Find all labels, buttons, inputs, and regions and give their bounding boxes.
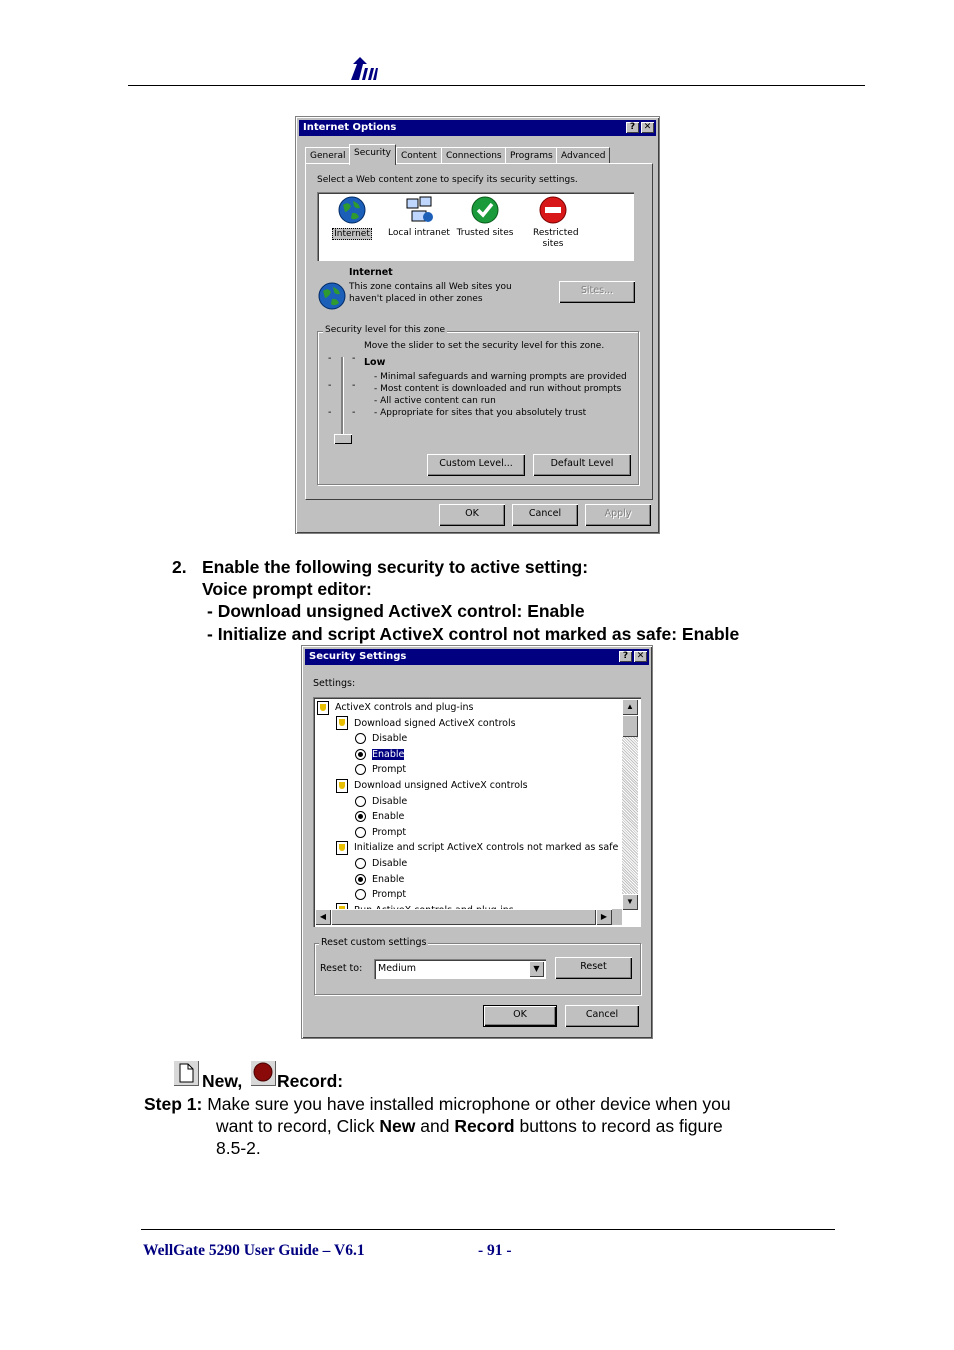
- radio-option[interactable]: [355, 825, 406, 840]
- settings-label: Settings:: [313, 678, 356, 689]
- radio-button-icon[interactable]: [355, 796, 366, 807]
- settings-row-label: Disable: [372, 795, 408, 807]
- radio-option[interactable]: [355, 747, 404, 762]
- reset-to-label: Reset to:: [320, 963, 363, 974]
- radio-option[interactable]: [355, 856, 407, 871]
- slider-thumb[interactable]: [334, 434, 352, 444]
- zone-label-local-intranet: Local intranet: [388, 228, 450, 238]
- settings-row-label: Enable: [372, 748, 405, 760]
- level-item-3: - All active content can run: [374, 396, 496, 406]
- slider-tick-right-3: -: [352, 407, 356, 418]
- zone-label-restricted-sites: Restricted sites: [533, 228, 579, 249]
- slider-tick-right-2: -: [352, 380, 356, 391]
- record-icon: [250, 1060, 276, 1086]
- scroll-right-arrow[interactable]: ▶: [596, 909, 612, 925]
- zone-description-line1: This zone contains all Web sites you: [349, 282, 512, 292]
- radio-button-icon[interactable]: [355, 749, 366, 760]
- internet-options-dialog: [295, 116, 660, 534]
- zone-prompt: Select a Web content zone to specify its security settings.: [317, 175, 578, 185]
- step1-label: Step 1:: [144, 1094, 203, 1114]
- settings-row-label: Download unsigned ActiveX controls: [354, 780, 528, 791]
- scroll-up-arrow[interactable]: ▲: [622, 699, 638, 715]
- dialog-title-bar: [299, 120, 656, 136]
- header-rule: [128, 85, 865, 86]
- footer-page-number: - 91 -: [478, 1242, 512, 1259]
- settings-row-label: Prompt: [372, 889, 407, 901]
- settings-category: [317, 700, 473, 715]
- vertical-scrollbar[interactable]: [622, 699, 638, 910]
- zone-restricted-sites[interactable]: [523, 195, 583, 250]
- tab-general[interactable]: General: [305, 147, 350, 164]
- settings-row-label: Disable: [372, 733, 408, 745]
- close-button[interactable]: ✕: [634, 651, 647, 662]
- help-button[interactable]: ?: [626, 122, 639, 133]
- radio-button-icon[interactable]: [355, 889, 366, 900]
- tab-security[interactable]: Security: [349, 144, 396, 165]
- radio-option[interactable]: [355, 872, 404, 887]
- settings-item: [336, 840, 618, 855]
- default-level-button[interactable]: Default Level: [533, 454, 631, 476]
- settings-row-label: Enable: [372, 873, 405, 885]
- new-document-icon: [173, 1060, 199, 1086]
- radio-button-icon[interactable]: [355, 764, 366, 775]
- step1-new-word: New: [379, 1116, 416, 1136]
- radio-button-icon[interactable]: [355, 811, 366, 822]
- zone-description-line2: haven't placed in other zones: [349, 294, 483, 304]
- settings-item: [336, 716, 516, 731]
- help-button[interactable]: ?: [619, 651, 632, 662]
- settings-row-label: Prompt: [372, 764, 407, 776]
- zone-local-intranet[interactable]: [383, 195, 455, 238]
- horizontal-scrollbar[interactable]: [315, 909, 622, 925]
- zone-list: [317, 192, 634, 261]
- tab-connections[interactable]: Connections: [441, 147, 507, 164]
- step1-line2: [216, 1116, 723, 1137]
- settings-row-label: Enable: [372, 811, 405, 823]
- zone-trusted-sites[interactable]: [453, 195, 517, 238]
- tab-programs[interactable]: Programs: [505, 147, 558, 164]
- reset-button[interactable]: Reset: [555, 957, 632, 979]
- slider-tick-left-2: -: [328, 380, 332, 391]
- settings-tree: [313, 697, 641, 927]
- shield-icon: [336, 841, 348, 855]
- radio-button-icon[interactable]: [355, 733, 366, 744]
- settings-row-label: ActiveX controls and plug-ins: [335, 702, 474, 713]
- tab-advanced[interactable]: Advanced: [556, 147, 610, 164]
- step1-text1: Make sure you have installed microphone or other device when you: [202, 1094, 731, 1114]
- radio-button-icon[interactable]: [355, 827, 366, 838]
- reset-to-select[interactable]: [374, 959, 546, 979]
- step1-text2c: buttons to record as figure: [514, 1116, 723, 1136]
- settings-row-label: Prompt: [372, 826, 407, 838]
- check-icon: [470, 195, 500, 225]
- settings-row-label: Disable: [372, 858, 408, 869]
- zone-label-trusted-sites: Trusted sites: [456, 228, 514, 238]
- slider-tick-left-3: -: [328, 407, 332, 418]
- custom-level-button[interactable]: Custom Level...: [427, 454, 525, 476]
- radio-button-icon[interactable]: [355, 858, 366, 869]
- settings-row-label: Initialize and script ActiveX controls not marked as safe: [354, 842, 619, 854]
- level-name: Low: [364, 357, 386, 368]
- security-slider[interactable]: [328, 355, 358, 447]
- scroll-thumb[interactable]: [622, 715, 638, 737]
- record-label: Record:: [277, 1071, 344, 1091]
- scroll-hthumb[interactable]: [331, 909, 596, 925]
- ok-button[interactable]: OK: [483, 1005, 557, 1027]
- step2-line4: - Initialize and script ActiveX control not marked as safe: Enable: [207, 624, 740, 644]
- scroll-down-arrow[interactable]: ▼: [622, 894, 638, 910]
- restricted-icon: [538, 195, 568, 225]
- tab-strip: [305, 147, 645, 163]
- zone-name: Internet: [349, 267, 393, 278]
- close-button[interactable]: ✕: [641, 122, 654, 133]
- radio-button-icon[interactable]: [355, 874, 366, 885]
- shield-icon: [336, 716, 348, 730]
- slider-tick-left-1: -: [328, 353, 332, 364]
- new-label: New,: [202, 1071, 243, 1091]
- settings-item: [336, 778, 528, 793]
- apply-button[interactable]: Apply: [585, 504, 651, 526]
- step1-record-word: Record: [454, 1116, 515, 1136]
- radio-option[interactable]: [355, 731, 407, 746]
- step1-line3: 8.5-2.: [216, 1138, 261, 1158]
- step2-line2: Voice prompt editor:: [202, 579, 372, 599]
- settings-row-label: Download signed ActiveX controls: [354, 717, 516, 729]
- radio-option[interactable]: [355, 887, 406, 902]
- reset-group-label: Reset custom settings: [321, 937, 427, 948]
- reset-to-value: Medium: [378, 963, 416, 974]
- chevron-down-icon[interactable]: ▼: [529, 961, 544, 977]
- dialog-title: Security Settings: [309, 651, 407, 662]
- radio-option[interactable]: [355, 762, 406, 777]
- company-logo: [349, 56, 379, 82]
- radio-option[interactable]: [355, 809, 404, 824]
- step1-text2b: and: [415, 1116, 455, 1136]
- security-settings-dialog: [301, 645, 653, 1039]
- footer-guide-title: WellGate 5290 User Guide – V6.1: [143, 1242, 365, 1259]
- security-level-group-label: Security level for this zone: [325, 325, 446, 335]
- slider-hint: Move the slider to set the security level for this zone.: [364, 341, 605, 351]
- step1-line1: [144, 1094, 731, 1115]
- sites-button[interactable]: Sites...: [559, 281, 635, 303]
- zone-label-internet: Internet: [334, 229, 370, 239]
- dialog-title: Internet Options: [303, 122, 397, 133]
- tab-content[interactable]: Content: [396, 147, 442, 164]
- footer-rule: [141, 1229, 835, 1230]
- ok-button[interactable]: OK: [439, 504, 505, 526]
- intranet-icon: [404, 195, 434, 225]
- dialog-title-bar: [305, 649, 649, 665]
- step2-line3: - Download unsigned ActiveX control: Enable: [207, 601, 585, 621]
- internet-zone-icon: [317, 281, 347, 311]
- step1-text2a: want to record, Click: [216, 1116, 380, 1136]
- radio-option[interactable]: [355, 794, 407, 809]
- slider-tick-right-1: -: [352, 353, 356, 364]
- shield-icon: [336, 779, 348, 793]
- step2-number: 2.: [172, 557, 187, 577]
- level-item-1: - Minimal safeguards and warning prompts are provided: [374, 372, 627, 382]
- globe-icon: [337, 195, 367, 225]
- level-item-4: - Appropriate for sites that you absolutely trust: [374, 408, 587, 418]
- cancel-button[interactable]: Cancel: [565, 1005, 639, 1027]
- cancel-button[interactable]: Cancel: [512, 504, 578, 526]
- step2-line1: Enable the following security to active setting:: [202, 557, 589, 577]
- level-item-2: - Most content is downloaded and run without prompts: [374, 384, 622, 394]
- shield-icon: [317, 701, 329, 715]
- zone-internet[interactable]: [327, 195, 377, 240]
- slider-track: [341, 357, 344, 443]
- scroll-left-arrow[interactable]: ◀: [315, 909, 331, 925]
